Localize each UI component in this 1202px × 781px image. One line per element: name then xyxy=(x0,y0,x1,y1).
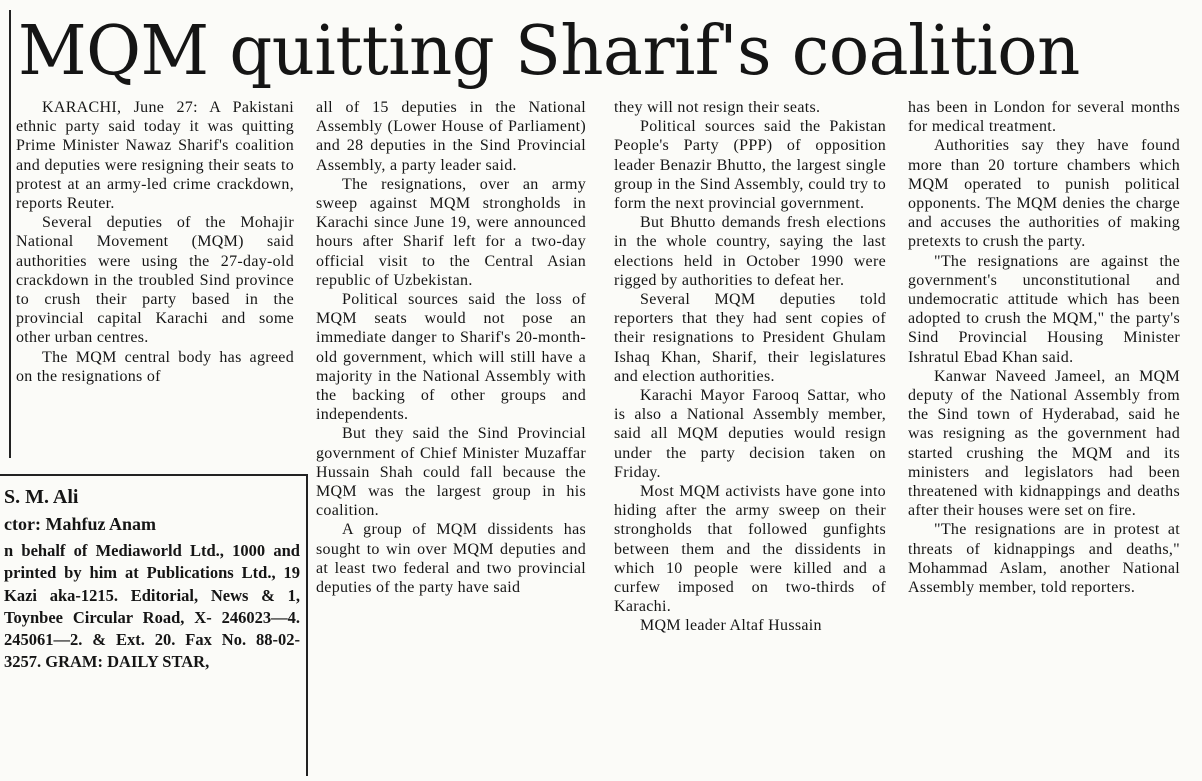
column-rule xyxy=(9,10,11,458)
paragraph: Several MQM deputies told reporters that they had sent copies of their resignations to President Ghulam Ishaq Khan, Sharif, their legislatures and election authorities. xyxy=(614,291,886,385)
imprint-body: n behalf of Mediaworld Ltd., 1000 and printed by him at Publications Ltd., 19 Kazi aka-1215. Editorial, News & 1, Toynbee Circular Road, X- 246023—4. 245061—2. & Ext. 20. Fax No. 88-02- 3257. GRAM: DAILY STAR, xyxy=(4,541,300,672)
paragraph: has been in London for several months for medical treatment. xyxy=(908,99,1180,136)
paragraph: Karachi Mayor Farooq Sattar, who is also a National Assembly member, said all MQM deputies would resign under the party decision taken on Friday. xyxy=(614,387,886,481)
paragraph: But Bhutto demands fresh elections in the whole country, saying the last elections held in October 1990 were rigged by authorities to defeat her. xyxy=(614,214,886,289)
paragraph: MQM leader Altaf Hussain xyxy=(640,617,822,635)
paragraph: "The resignations are against the government's unconstitutional and undemocratic attitude which has been adopted to crush the MQM," the party's Sind Provincial Housing Minister Ishratul Ebad Khan said. xyxy=(908,252,1180,366)
paragraph: A group of MQM dissidents has sought to win over MQM deputies and at least two federal and two provincial deputies of the party have said xyxy=(316,521,586,597)
paragraph: all of 15 deputies in the National Assembly (Lower House of Parliament) and 28 deputies in the Sind Provincial Assembly, a party leader said. xyxy=(316,99,586,174)
paragraph: Political sources said the loss of MQM seats would not pose an immediate danger to Sharif's 20-month-old government, which will still have a majority in the National Assembly with the backing of other groups and independents. xyxy=(316,291,586,424)
paragraph: Most MQM activists have gone into hiding after the army sweep on their strongholds that followed gunfights between them and the dissidents in which 10 people were killed and a curfew imposed on two-thirds of Karachi. xyxy=(614,483,886,616)
paragraph: "The resignations are in protest at threats of kidnappings and deaths," Mohammad Aslam, another National Assembly member, told reporters. xyxy=(908,521,1180,597)
imprint-box xyxy=(0,474,308,776)
paragraph: they will not resign their seats. xyxy=(614,99,821,116)
paragraph: KARACHI, June 27: A Pakistani ethnic party said today it was quitting Prime Minister Nawaz Sharif's coalition and deputies were resigning their seats to protest at an army-led crime crackdown, reports Reuter. xyxy=(16,99,294,213)
paragraph: The MQM central body has agreed on the resignations of xyxy=(16,348,294,385)
imprint-editor: S. M. Ali xyxy=(4,486,79,508)
article-column-2 xyxy=(316,98,586,778)
paragraph: Authorities say they have found more than 20 torture chambers which MQM operated to punish political opponents. The MQM denies the charge and accuses the authorities of making pretexts to crush the party. xyxy=(908,137,1180,251)
paragraph: Political sources said the Pakistan People's Party (PPP) of opposition leader Benazir Bhutto, the largest single group in the Sind Assembly, could try to form the next provincial government. xyxy=(614,118,886,213)
article-column-3 xyxy=(614,98,886,778)
paragraph: Kanwar Naveed Jameel, an MQM deputy of the National Assembly from the Sind town of Hyderabad, said he was resigning as the government had started crushing the MQM and its ministers and legislators had been threatened with kidnappings and deaths after their houses were set on fire. xyxy=(908,367,1180,520)
paragraph: Several deputies of the Mohajir National Movement (MQM) said authorities were using the 27-day-old crackdown in the troubled Sind province to crush their party based in the provincial capital Karachi and some other urban centres. xyxy=(16,214,294,347)
paragraph: But they said the Sind Provincial government of Chief Minister Muzaffar Hussain Shah could fall because the MQM was the largest group in his coalition. xyxy=(316,425,586,520)
article-column-1 xyxy=(16,98,294,466)
headline: MQM quitting Sharif's coalition xyxy=(18,12,1080,91)
imprint-acting-editor: ctor: Mahfuz Anam xyxy=(4,514,156,534)
paragraph: The resignations, over an army sweep against MQM strongholds in Karachi since June 19, were announced hours after Sharif left for a two-day official visit to the Central Asian republic of Uzbekistan. xyxy=(316,175,586,289)
article-column-4 xyxy=(908,98,1180,778)
